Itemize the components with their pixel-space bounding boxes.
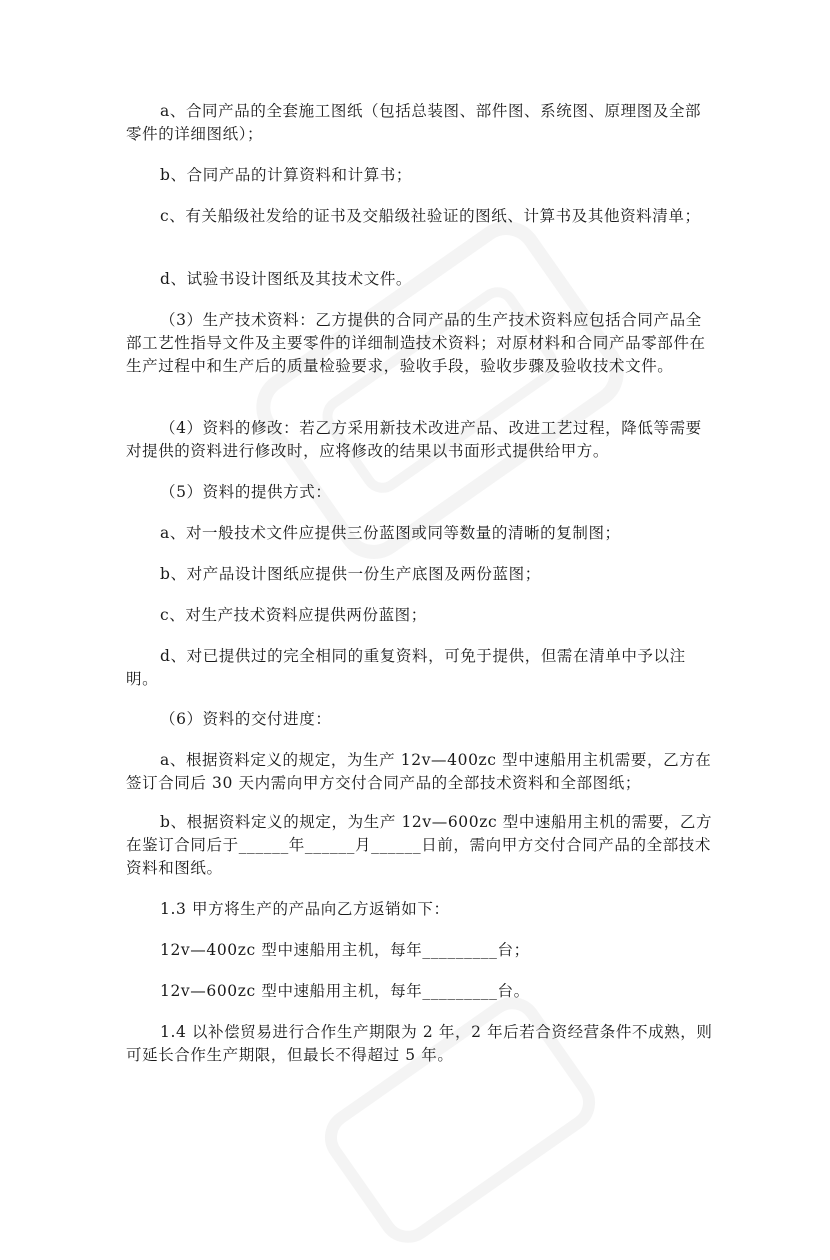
paragraph-method-d: d、对已提供过的完全相同的重复资料，可免于提供，但需在清单中予以注明。 bbox=[126, 647, 686, 688]
paragraph-production-tech-data: （3）生产技术资料：乙方提供的合同产品的生产技术资料应包括合同产品全部工艺性指导文件及主要零件的详细制造技术资料；对原材料和合同产品零部件在生产过程中和生产后的质量检验要求，验收手段，验收步骤及验收技术文件。 bbox=[126, 311, 706, 375]
paragraph-item-a-drawings: a、合同产品的全套施工图纸（包括总装图、部件图、系统图、原理图及全部零件的详细图纸）； bbox=[126, 102, 702, 143]
paragraph-buyback-600zc: 12v—600zc 型中速船用主机，每年_________台。 bbox=[160, 982, 530, 1000]
paragraph-delivery-method-heading: （5）资料的提供方式： bbox=[160, 483, 332, 501]
paragraph-data-modification: （4）资料的修改：若乙方采用新技术改进产品、改进工艺过程，降低等需要对提供的资料进行修改时，应将修改的结果以书面形式提供给甲方。 bbox=[126, 419, 702, 460]
paragraph-buyback-400zc: 12v—400zc 型中速船用主机，每年_________台； bbox=[160, 941, 530, 959]
paragraph-section-1-4: 1.4 以补偿贸易进行合作生产期限为 2 年，2 年后若合资经营条件不成熟，则可延长合作生产期限，但最长不得超过 5 年。 bbox=[126, 1023, 713, 1064]
paragraph-schedule-b: b、根据资料定义的规定，为生产 12v—600zc 型中速船用主机的需要，乙方在鉴订合同后于______年______月______日前，需向甲方交付合同产品的全部技术资料和图纸。 bbox=[126, 813, 713, 877]
paragraph-item-c-certificates: c、有关船级社发给的证书及交船级社验证的图纸、计算书及其他资料清单； bbox=[160, 207, 701, 225]
paragraph-method-a: a、对一般技术文件应提供三份蓝图或同等数量的清晰的复制图； bbox=[160, 524, 621, 542]
paragraph-schedule-a: a、根据资料定义的规定，为生产 12v—400zc 型中速船用主机需要，乙方在签订合同后 30 天内需向甲方交付合同产品的全部技术资料和全部图纸； bbox=[126, 751, 712, 792]
paragraph-method-b: b、对产品设计图纸应提供一份生产底图及两份蓝图； bbox=[160, 565, 541, 583]
paragraph-delivery-schedule-heading: （6）资料的交付进度： bbox=[160, 710, 332, 728]
paragraph-method-c: c、对生产技术资料应提供两份蓝图； bbox=[160, 606, 427, 624]
paragraph-item-d-test-docs: d、试验书设计图纸及其技术文件。 bbox=[160, 270, 413, 288]
paragraph-section-1-3: 1.3 甲方将生产的产品向乙方返销如下： bbox=[160, 900, 450, 918]
paragraph-item-b-calculations: b、合同产品的计算资料和计算书； bbox=[160, 166, 413, 184]
